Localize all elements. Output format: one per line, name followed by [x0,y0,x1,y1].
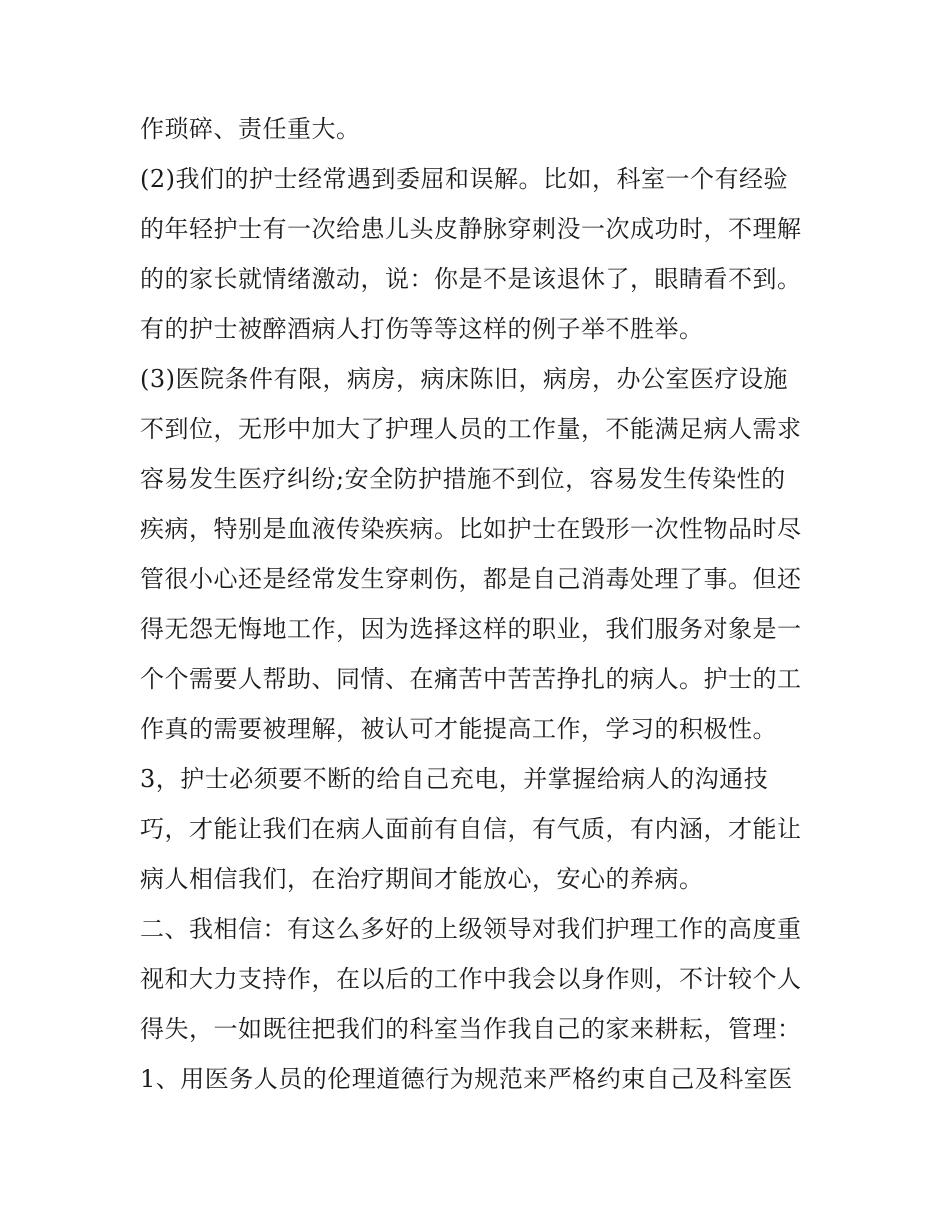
text-line: 巧，才能让我们在病人面前有自信，有气质，有内涵，才能让 [140,815,802,843]
text-line: 管很小心还是经常发生穿刺伤，都是自己消毒处理了事。但还 [140,565,802,593]
text-line: 个个需要人帮助、同情、在痛苦中苦苦挣扎的病人。护士的工 [140,665,802,693]
text-line: 1、用医务人员的伦理道德行为规范来严格约束自己及科室医 [140,1065,793,1093]
text-line: 不到位，无形中加大了护理人员的工作量，不能满足病人需求 [140,415,802,443]
text-line: 病人相信我们，在治疗期间才能放心，安心的养病。 [140,865,704,893]
text-line: 3，护士必须要不断的给自己充电，并掌握给病人的沟通技 [140,765,769,793]
text-line: 疾病，特别是血液传染疾病。比如护士在毁形一次性物品时尽 [140,515,802,543]
text-line: 得失，一如既往把我们的科室当作我自己的家来耕耘，管理： [140,1015,802,1043]
text-line: 的年轻护士有一次给患儿头皮静脉穿刺没一次成功时，不理解 [140,215,802,243]
text-line: 作琐碎、责任重大。 [140,115,361,143]
text-line: 二、我相信：有这么多好的上级领导对我们护理工作的高度重 [140,915,802,943]
text-line: 容易发生医疗纠纷;安全防护措施不到位，容易发生传染性的 [140,465,786,493]
text-line: 作真的需要被理解，被认可才能提高工作，学习的积极性。 [140,715,777,743]
text-line: 视和大力支持作，在以后的工作中我会以身作则，不计较个人 [140,965,802,993]
text-line: 有的护士被醉酒病人打伤等等这样的例子举不胜举。 [140,315,704,343]
text-line: (3)医院条件有限，病房，病床陈旧，病房，办公室医疗设施 [140,365,788,393]
document-body [140,104,840,1104]
text-line: 的的家长就情绪激动，说：你是不是该退休了，眼睛看不到。 [140,265,802,293]
text-line: (2)我们的护士经常遇到委屈和误解。比如，科室一个有经验 [140,165,788,193]
text-line: 得无怨无悔地工作，因为选择这样的职业，我们服务对象是一 [140,615,802,643]
